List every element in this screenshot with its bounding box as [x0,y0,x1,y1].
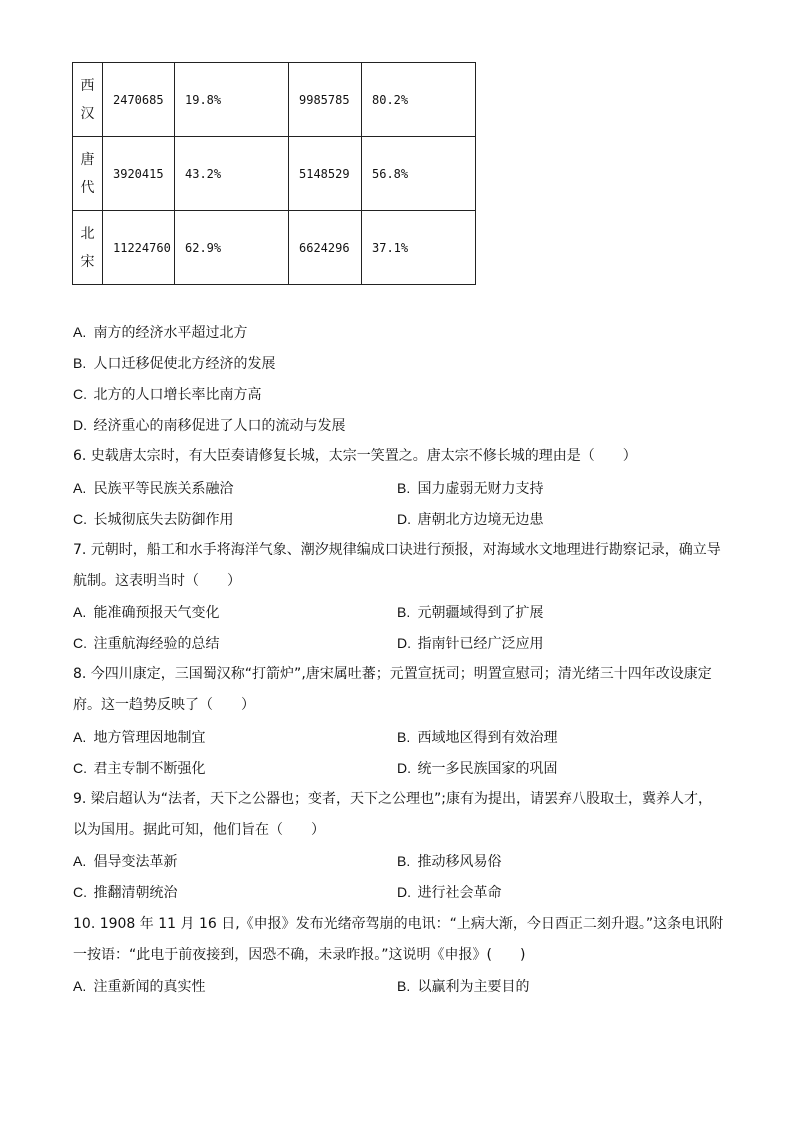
q9-option-a: A. 倡导变法革新 [73,853,178,870]
q9-option-c: C. 推翻清朝统治 [73,884,178,901]
q6-stem: 6. 史载唐太宗时，有大臣奏请修复长城，太宗一笑置之。唐太宗不修长城的理由是（ ） [73,448,637,464]
era-cell: 北 宋 [73,211,103,285]
q10-option-b: B. 以赢利为主要目的 [397,978,530,995]
south-pop-cell: 9985785 [289,63,362,137]
north-pop-cell: 11224760 [103,211,175,285]
q5-option-a: A. 南方的经济水平超过北方 [73,324,248,341]
north-pop-cell: 2470685 [103,63,175,137]
q6-option-b: B. 国力虚弱无财力支持 [397,480,544,497]
south-pct-cell: 56.8% [362,137,476,211]
south-pct-cell: 37.1% [362,211,476,285]
era-cell: 西 汉 [73,63,103,137]
q7-option-b: B. 元朝疆域得到了扩展 [397,604,544,621]
q9-option-b: B. 推动移风易俗 [397,853,502,870]
table-row [73,63,476,137]
north-pop-cell: 3920415 [103,137,175,211]
south-pop-cell: 5148529 [289,137,362,211]
q8-option-b: B. 西域地区得到有效治理 [397,729,558,746]
north-pct-cell: 19.8% [175,63,289,137]
q8-option-c: C. 君主专制不断强化 [73,760,206,777]
q6-option-c: C. 长城彻底失去防御作用 [73,511,234,528]
q7-stem-line2: 航制。这表明当时（ ） [73,573,241,589]
q9-option-d: D. 进行社会革命 [397,884,502,901]
q5-option-b: B. 人口迁移促使北方经济的发展 [73,355,276,372]
table-row [73,137,476,211]
q8-stem-line2: 府。这一趋势反映了（ ） [73,697,255,713]
q7-option-d: D. 指南针已经广泛应用 [397,635,544,652]
q8-stem-line1: 8. 今四川康定，三国蜀汉称“打箭炉”,唐宋属吐蕃；元置宣抚司；明置宣慰司；清光绪三十四年改设康定 [73,666,712,682]
q5-option-d: D. 经济重心的南移促进了人口的流动与发展 [73,417,346,434]
q7-option-c: C. 注重航海经验的总结 [73,635,220,652]
q10-stem-line2: 一按语：“此电于前夜接到，因恐不确，未录昨报。”这说明《申报》( ) [73,947,526,963]
south-pop-cell: 6624296 [289,211,362,285]
q6-option-d: D. 唐朝北方边境无边患 [397,511,544,528]
q5-option-c: C. 北方的人口增长率比南方高 [73,386,262,403]
north-pct-cell: 62.9% [175,211,289,285]
q10-stem-line1: 10. 1908 年 11 月 16 日,《申报》发布光绪帝驾崩的电讯：“上病大渐，今日酉正二刻升遐。”这条电讯附 [73,916,724,932]
q8-option-a: A. 地方管理因地制宜 [73,729,206,746]
south-pct-cell: 80.2% [362,63,476,137]
q10-option-a: A. 注重新闻的真实性 [73,978,206,995]
north-pct-cell: 43.2% [175,137,289,211]
population-table [72,62,476,285]
q6-option-a: A. 民族平等民族关系融洽 [73,480,234,497]
table-row [73,211,476,285]
era-cell: 唐 代 [73,137,103,211]
q9-stem-line2: 以为国用。据此可知，他们旨在（ ） [73,822,325,838]
q7-option-a: A. 能准确预报天气变化 [73,604,220,621]
q8-option-d: D. 统一多民族国家的巩固 [397,760,558,777]
q7-stem-line1: 7. 元朝时，船工和水手将海洋气象、潮汐规律编成口诀进行预报，对海域水文地理进行勘察记录，确立导 [73,542,721,558]
q9-stem-line1: 9. 梁启超认为“法者，天下之公器也；变者，天下之公理也”;康有为提出，请罢弃八股取士，冀养人才， [73,791,713,807]
